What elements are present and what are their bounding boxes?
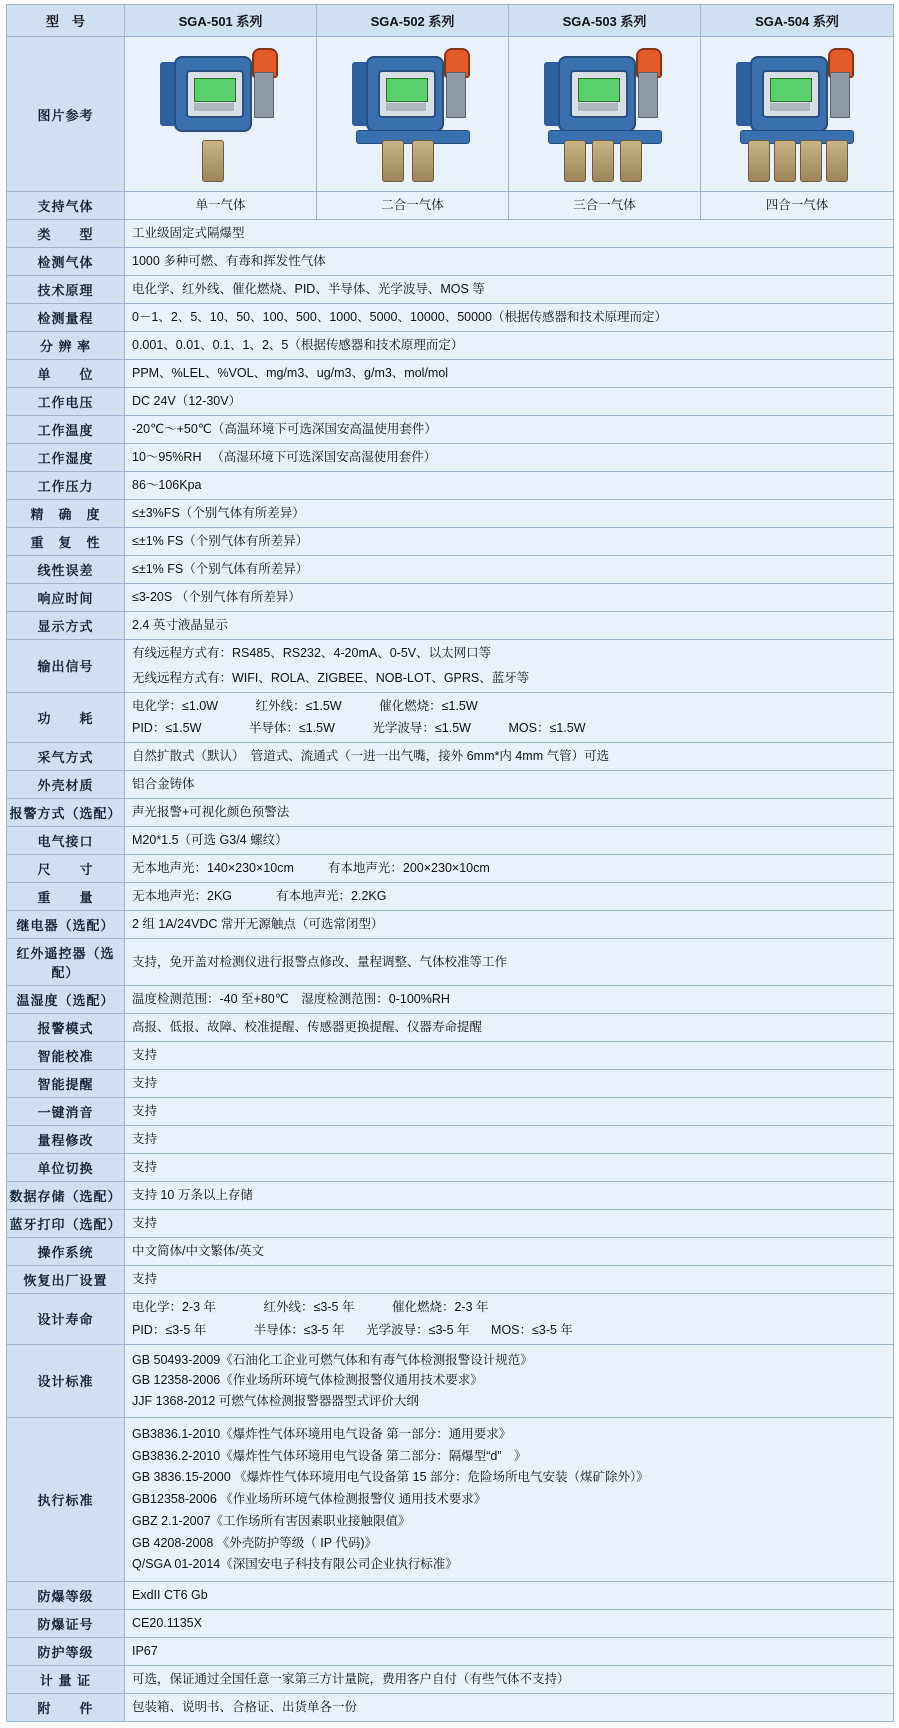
spec-label-output-signal: 输出信号 bbox=[7, 640, 125, 693]
table-row bbox=[7, 360, 894, 388]
power-key-mos: MOS： bbox=[508, 721, 550, 736]
detector-illustration bbox=[338, 44, 488, 184]
table-row bbox=[7, 827, 894, 855]
power-key-ec: 电化学： bbox=[132, 698, 183, 713]
spec-value-exec-standard bbox=[125, 1417, 894, 1581]
table-row bbox=[7, 1344, 894, 1417]
power-val-cat: ≤1.5W bbox=[441, 698, 478, 713]
spec-label-smart-reminder: 智能提醒 bbox=[7, 1070, 125, 1098]
table-row bbox=[7, 5, 894, 37]
table-row bbox=[7, 1098, 894, 1126]
lifetime-val-semi: ≤3-5 年 bbox=[303, 1322, 345, 1337]
gas-support-504: 四合一气体 bbox=[701, 192, 894, 220]
power-key-opt: 光学波导： bbox=[372, 721, 435, 736]
gas-support-501: 单一气体 bbox=[125, 192, 317, 220]
power-line-1 bbox=[132, 697, 886, 716]
gas-support-label: 支持气体 bbox=[7, 192, 125, 220]
product-image-503 bbox=[509, 37, 701, 192]
table-row bbox=[7, 1014, 894, 1042]
table-row bbox=[7, 1694, 894, 1722]
spec-value-metrology-cert: 可选，保证通过全国任意一家第三方计量院，费用客户自付（有些气体不支持） bbox=[125, 1666, 894, 1694]
spec-value-design-standard bbox=[125, 1344, 894, 1417]
table-row bbox=[7, 986, 894, 1014]
spec-label-power: 功 耗 bbox=[7, 692, 125, 743]
product-image-502 bbox=[317, 37, 509, 192]
table-row bbox=[7, 1154, 894, 1182]
table-row bbox=[7, 1294, 894, 1345]
spec-label-ip-rating: 防护等级 bbox=[7, 1638, 125, 1666]
spec-table bbox=[6, 4, 894, 1722]
spec-value-data-storage: 支持 10 万条以上存储 bbox=[125, 1182, 894, 1210]
spec-label-repeatability: 重 复 性 bbox=[7, 528, 125, 556]
spec-value-alarm-type: 声光报警+可视化颜色预警法 bbox=[125, 799, 894, 827]
lifetime-line-1 bbox=[132, 1298, 886, 1317]
detector-illustration bbox=[146, 44, 296, 184]
spec-value-one-key-mute: 支持 bbox=[125, 1098, 894, 1126]
spec-value-principle: 电化学、红外线、催化燃烧、PID、半导体、光学波导、MOS 等 bbox=[125, 276, 894, 304]
spec-label-bluetooth-print: 蓝牙打印（选配） bbox=[7, 1210, 125, 1238]
spec-value-weight bbox=[125, 883, 894, 911]
table-row bbox=[7, 640, 894, 693]
lifetime-val-pid: ≤3-5 年 bbox=[165, 1322, 207, 1337]
table-row bbox=[7, 444, 894, 472]
spec-value-ir-remote: 支持，免开盖对检测仪进行报警点修改、量程调整、气体校准等工作 bbox=[125, 939, 894, 986]
power-val-ec: ≤1.0W bbox=[182, 698, 219, 713]
table-row bbox=[7, 1070, 894, 1098]
table-row bbox=[7, 332, 894, 360]
spec-label-os: 操作系统 bbox=[7, 1238, 125, 1266]
spec-value-bluetooth-print: 支持 bbox=[125, 1210, 894, 1238]
power-val-semi: ≤1.5W bbox=[298, 721, 335, 736]
weight-with-alarm: 有本地声光：2.2KG bbox=[276, 889, 387, 904]
power-line-2 bbox=[132, 719, 886, 738]
output-wireless: 无线远程方式有：WIFI、ROLA、ZIGBEE、NOB-LOT、GPRS、蓝牙等 bbox=[132, 670, 530, 685]
spec-label-pressure: 工作压力 bbox=[7, 472, 125, 500]
spec-value-sampling: 自然扩散式（默认） 管道式、流通式（一进一出气嘴，接外 6mm*内 4mm 气管）可选 bbox=[125, 743, 894, 771]
spec-value-range: 0－1、2、5、10、50、100、500、1000、5000、10000、50000（根据传感器和技术原理而定） bbox=[125, 304, 894, 332]
table-row bbox=[7, 612, 894, 640]
table-row bbox=[7, 799, 894, 827]
power-val-pid: ≤1.5W bbox=[165, 721, 202, 736]
output-wired: 有线远程方式有：RS485、RS232、4-20mA、0-5V、以太网口等 bbox=[132, 646, 492, 660]
exec-standard-line: GB3836.1-2010《爆炸性气体环境用电气设备 第一部分：通用要求》 bbox=[132, 1426, 512, 1441]
spec-value-display: 2.4 英寸液晶显示 bbox=[125, 612, 894, 640]
design-standard-line: GB 50493-2009《石油化工企业可燃气体和有毒气体检测报警设计规范》 bbox=[132, 1352, 533, 1367]
lifetime-val-cat: 2-3 年 bbox=[454, 1300, 489, 1314]
spec-label-factory-reset: 恢复出厂设置 bbox=[7, 1266, 125, 1294]
spec-value-ex-cert: CE20.1135X bbox=[125, 1610, 894, 1638]
spec-label-relay: 继电器（选配） bbox=[7, 911, 125, 939]
spec-label-electrical-interface: 电气接口 bbox=[7, 827, 125, 855]
spec-value-resolution: 0.001、0.01、0.1、1、2、5（根据传感器和技术原理而定） bbox=[125, 332, 894, 360]
detector-illustration bbox=[722, 44, 872, 184]
spec-label-housing: 外壳材质 bbox=[7, 771, 125, 799]
spec-value-detect-gas: 1000 多种可燃、有毒和挥发性气体 bbox=[125, 248, 894, 276]
spec-value-os: 中文简体/中文繁体/英文 bbox=[125, 1238, 894, 1266]
table-row bbox=[7, 1126, 894, 1154]
spec-value-linearity: ≤±1% FS（个别气体有所差异） bbox=[125, 556, 894, 584]
spec-value-electrical-interface: M20*1.5（可选 G3/4 螺纹） bbox=[125, 827, 894, 855]
spec-label-linearity: 线性误差 bbox=[7, 556, 125, 584]
lifetime-val-ec: 2-3 年 bbox=[182, 1300, 217, 1314]
spec-label-data-storage: 数据存储（选配） bbox=[7, 1182, 125, 1210]
spec-value-lifetime bbox=[125, 1294, 894, 1345]
table-row bbox=[7, 1610, 894, 1638]
table-row bbox=[7, 584, 894, 612]
lifetime-val-opt: ≤3-5 年 bbox=[428, 1322, 470, 1337]
spec-label-exec-standard: 执行标准 bbox=[7, 1417, 125, 1581]
spec-label-design-standard: 设计标准 bbox=[7, 1344, 125, 1417]
spec-label-ex-cert: 防爆证号 bbox=[7, 1610, 125, 1638]
product-image-504 bbox=[701, 37, 894, 192]
spec-label-alarm-type: 报警方式（选配） bbox=[7, 799, 125, 827]
power-key-cat: 催化燃烧： bbox=[379, 698, 442, 713]
gas-support-502: 二合一气体 bbox=[317, 192, 509, 220]
spec-value-type: 工业级固定式隔爆型 bbox=[125, 220, 894, 248]
power-val-ir: ≤1.5W bbox=[305, 698, 342, 713]
spec-label-principle: 技术原理 bbox=[7, 276, 125, 304]
spec-label-sampling: 采气方式 bbox=[7, 743, 125, 771]
power-val-mos: ≤1.5W bbox=[549, 721, 586, 736]
size-with-alarm: 有本地声光：200×230×10cm bbox=[327, 861, 490, 876]
spec-label-range: 检测量程 bbox=[7, 304, 125, 332]
spec-value-accessories: 包装箱、说明书、合格证、出货单各一份 bbox=[125, 1694, 894, 1722]
spec-value-housing: 铝合金铸体 bbox=[125, 771, 894, 799]
gas-support-503: 三合一气体 bbox=[509, 192, 701, 220]
spec-value-size bbox=[125, 855, 894, 883]
spec-label-type: 类 型 bbox=[7, 220, 125, 248]
spec-value-smart-calibration: 支持 bbox=[125, 1042, 894, 1070]
spec-value-smart-reminder: 支持 bbox=[125, 1070, 894, 1098]
spec-value-alarm-mode: 高报、低报、故障、校准提醒、传感器更换提醒、仪器寿命提醒 bbox=[125, 1014, 894, 1042]
spec-value-accuracy: ≤±3%FS（个别气体有所差异） bbox=[125, 500, 894, 528]
table-row bbox=[7, 1210, 894, 1238]
detector-illustration bbox=[530, 44, 680, 184]
image-reference-label: 图片参考 bbox=[7, 37, 125, 192]
exec-standard-line: GB12358-2006 《作业场所环境气体检测报警仪 通用技术要求》 bbox=[132, 1492, 487, 1506]
spec-value-temp-humi: 温度检测范围：-40 至+80℃ 湿度检测范围：0-100%RH bbox=[125, 986, 894, 1014]
spec-label-accuracy: 精 确 度 bbox=[7, 500, 125, 528]
spec-label-range-modify: 量程修改 bbox=[7, 1126, 125, 1154]
model-502: SGA-502 系列 bbox=[317, 5, 509, 37]
spec-label-resolution: 分 辨 率 bbox=[7, 332, 125, 360]
spec-value-repeatability: ≤±1% FS（个别气体有所差异） bbox=[125, 528, 894, 556]
spec-value-power bbox=[125, 692, 894, 743]
spec-value-ip-rating: IP67 bbox=[125, 1638, 894, 1666]
product-image-501 bbox=[125, 37, 317, 192]
spec-label-smart-calibration: 智能校准 bbox=[7, 1042, 125, 1070]
table-row bbox=[7, 1666, 894, 1694]
spec-value-range-modify: 支持 bbox=[125, 1126, 894, 1154]
lifetime-key-ec: 电化学： bbox=[132, 1300, 183, 1314]
table-row bbox=[7, 220, 894, 248]
power-val-opt: ≤1.5W bbox=[434, 721, 471, 736]
table-row bbox=[7, 416, 894, 444]
table-row bbox=[7, 692, 894, 743]
spec-value-output-signal bbox=[125, 640, 894, 693]
table-row bbox=[7, 743, 894, 771]
spec-label-temperature: 工作温度 bbox=[7, 416, 125, 444]
lifetime-key-cat: 催化燃烧： bbox=[391, 1300, 455, 1314]
spec-value-unit: PPM、%LEL、%VOL、mg/m3、ug/m3、g/m3、mol/mol bbox=[125, 360, 894, 388]
table-row bbox=[7, 911, 894, 939]
table-row bbox=[7, 855, 894, 883]
exec-standard-line: GB 4208-2008 《外壳防护等级（ IP 代码)》 bbox=[132, 1535, 377, 1550]
table-row bbox=[7, 1266, 894, 1294]
spec-label-ex-rating: 防爆等级 bbox=[7, 1582, 125, 1610]
lifetime-line-2 bbox=[132, 1321, 886, 1340]
table-row bbox=[7, 1638, 894, 1666]
spec-value-humidity: 10～95%RH （高湿环境下可选深国安高湿使用套件） bbox=[125, 444, 894, 472]
table-row bbox=[7, 304, 894, 332]
table-row bbox=[7, 883, 894, 911]
table-row bbox=[7, 1182, 894, 1210]
spec-value-pressure: 86～106Kpa bbox=[125, 472, 894, 500]
spec-label-weight: 重 量 bbox=[7, 883, 125, 911]
spec-label-humidity: 工作湿度 bbox=[7, 444, 125, 472]
spec-label-size: 尺 寸 bbox=[7, 855, 125, 883]
exec-standard-line: GB3836.2-2010《爆炸性气体环境用电气设备 第二部分：隔爆型“d” 》 bbox=[132, 1448, 527, 1463]
spec-label-unit: 单 位 bbox=[7, 360, 125, 388]
spec-label-alarm-mode: 报警模式 bbox=[7, 1014, 125, 1042]
table-row bbox=[7, 37, 894, 192]
table-row bbox=[7, 500, 894, 528]
table-row bbox=[7, 248, 894, 276]
lifetime-key-opt: 光学波导： bbox=[366, 1322, 429, 1337]
model-503: SGA-503 系列 bbox=[509, 5, 701, 37]
power-key-ir: 红外线： bbox=[255, 698, 306, 713]
spec-label-detect-gas: 检测气体 bbox=[7, 248, 125, 276]
spec-label-lifetime: 设计寿命 bbox=[7, 1294, 125, 1345]
spec-value-ex-rating: ExdII CT6 Gb bbox=[125, 1582, 894, 1610]
spec-value-response-time: ≤3-20S （个别气体有所差异） bbox=[125, 584, 894, 612]
design-standard-line: JJF 1368-2012 可燃气体检测报警器器型式评价大纲 bbox=[132, 1394, 419, 1408]
power-key-pid: PID： bbox=[132, 721, 166, 736]
exec-standard-line: GB 3836.15-2000 《爆炸性气体环境用电气设备第 15 部分：危险场所电气安装（煤矿除外）》 bbox=[132, 1470, 649, 1485]
table-row bbox=[7, 1042, 894, 1070]
spec-value-relay: 2 组 1A/24VDC 常开无源触点（可选常闭型） bbox=[125, 911, 894, 939]
table-row bbox=[7, 1238, 894, 1266]
model-label: 型 号 bbox=[7, 5, 125, 37]
exec-standard-line: Q/SGA 01-2014《深国安电子科技有限公司企业执行标准》 bbox=[132, 1557, 458, 1572]
table-row bbox=[7, 1417, 894, 1581]
spec-label-voltage: 工作电压 bbox=[7, 388, 125, 416]
table-row bbox=[7, 771, 894, 799]
spec-value-voltage: DC 24V（12-30V） bbox=[125, 388, 894, 416]
weight-no-alarm: 无本地声光：2KG bbox=[132, 889, 233, 904]
spec-label-unit-switch: 单位切换 bbox=[7, 1154, 125, 1182]
lifetime-key-semi: 半导体： bbox=[253, 1322, 304, 1337]
model-504: SGA-504 系列 bbox=[701, 5, 894, 37]
table-row bbox=[7, 472, 894, 500]
spec-label-metrology-cert: 计 量 证 bbox=[7, 1666, 125, 1694]
spec-label-display: 显示方式 bbox=[7, 612, 125, 640]
design-standard-line: GB 12358-2006《作业场所环境气体检测报警仪通用技术要求》 bbox=[132, 1373, 483, 1388]
lifetime-val-ir: ≤3-5 年 bbox=[313, 1300, 355, 1314]
table-row bbox=[7, 276, 894, 304]
spec-value-temperature: -20℃～+50℃（高温环境下可选深国安高温使用套件） bbox=[125, 416, 894, 444]
table-row bbox=[7, 939, 894, 986]
spec-value-unit-switch: 支持 bbox=[125, 1154, 894, 1182]
spec-label-ir-remote: 红外遥控器（选配） bbox=[7, 939, 125, 986]
model-501: SGA-501 系列 bbox=[125, 5, 317, 37]
table-row bbox=[7, 528, 894, 556]
exec-standard-line: GBZ 2.1-2007《工作场所有害因素职业接触限值》 bbox=[132, 1513, 411, 1528]
size-no-alarm: 无本地声光：140×230×10cm bbox=[132, 861, 294, 876]
spec-label-accessories: 附 件 bbox=[7, 1694, 125, 1722]
table-row bbox=[7, 388, 894, 416]
lifetime-key-mos: MOS： bbox=[491, 1322, 533, 1337]
lifetime-key-pid: PID： bbox=[132, 1322, 166, 1337]
table-row bbox=[7, 192, 894, 220]
spec-label-response-time: 响应时间 bbox=[7, 584, 125, 612]
spec-label-one-key-mute: 一键消音 bbox=[7, 1098, 125, 1126]
lifetime-key-ir: 红外线： bbox=[263, 1300, 314, 1314]
table-row bbox=[7, 1582, 894, 1610]
power-key-semi: 半导体： bbox=[248, 721, 299, 736]
spec-value-factory-reset: 支持 bbox=[125, 1266, 894, 1294]
spec-label-temp-humi: 温湿度（选配） bbox=[7, 986, 125, 1014]
lifetime-val-mos: ≤3-5 年 bbox=[532, 1322, 573, 1337]
table-row bbox=[7, 556, 894, 584]
